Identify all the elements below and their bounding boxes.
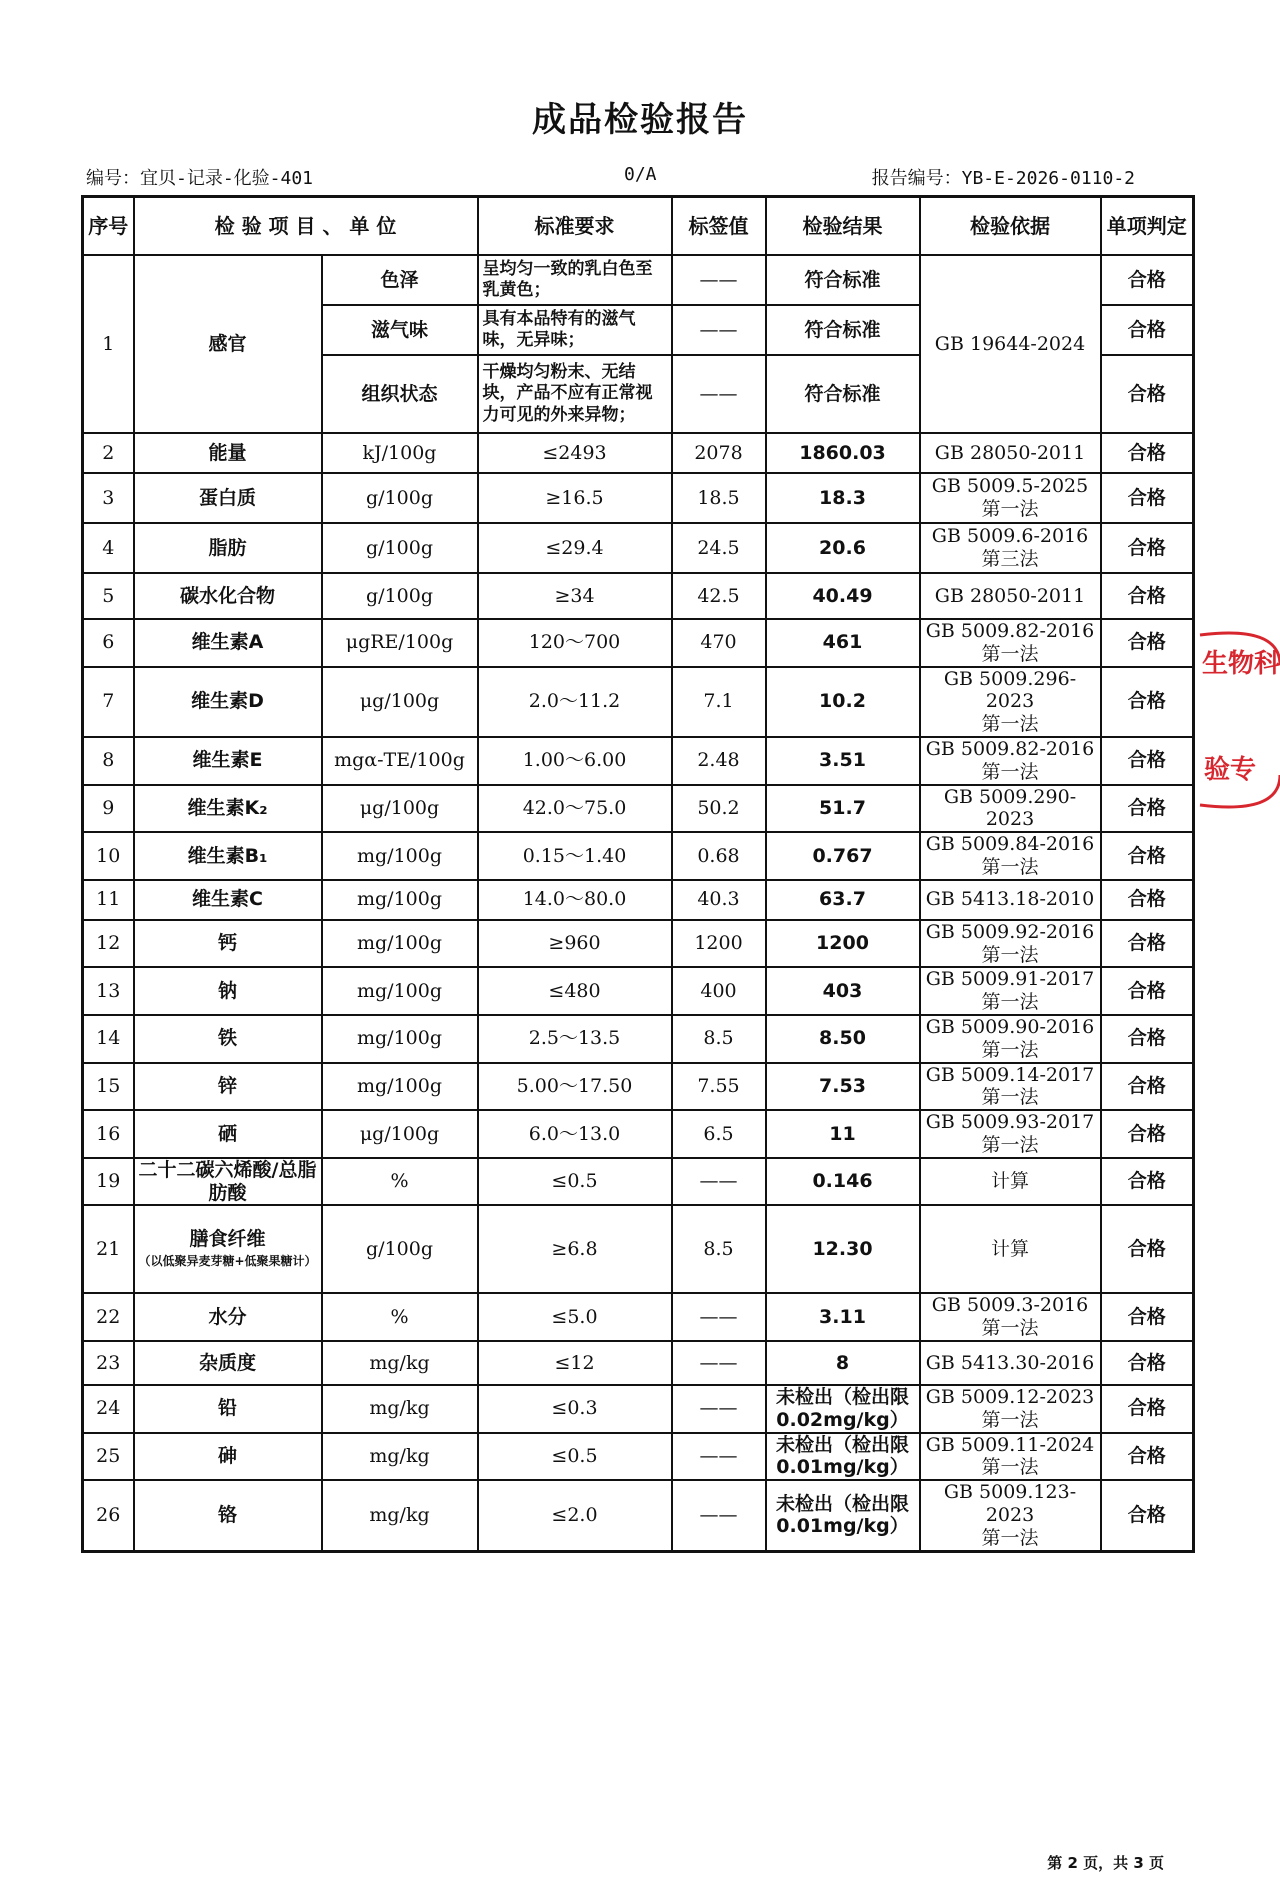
requirement-cell: ≥6.8	[478, 1205, 672, 1293]
table-row	[83, 1480, 1194, 1551]
seq-cell: 3	[83, 473, 134, 523]
item-cell: 能量	[134, 433, 322, 473]
label-cell: ——	[672, 1385, 766, 1433]
seq-cell: 14	[83, 1015, 134, 1063]
requirement-cell: 具有本品特有的滋气味，无异味；	[478, 305, 672, 355]
table-row	[83, 473, 1194, 523]
result-cell: 0.767	[766, 832, 920, 880]
sub-item-cell: 色泽	[322, 255, 478, 305]
requirement-cell: ≤5.0	[478, 1293, 672, 1341]
basis-cell: GB 5009.3-2016 第一法	[920, 1293, 1101, 1341]
unit-cell: μg/100g	[322, 1110, 478, 1158]
unit-cell: g/100g	[322, 1205, 478, 1293]
result-cell: 403	[766, 967, 920, 1015]
report-number: 报告编号：YB-E-2026-0110-2	[871, 168, 1135, 189]
verdict-cell: 合格	[1101, 1015, 1194, 1063]
label-cell: 40.3	[672, 880, 766, 920]
label-cell: ——	[672, 255, 766, 305]
stamp-text-top: 生物科	[1202, 649, 1280, 679]
label-cell: 2078	[672, 433, 766, 473]
result-cell: 1200	[766, 920, 920, 968]
seq-cell: 24	[83, 1385, 134, 1433]
item-cell: 维生素E	[134, 737, 322, 785]
basis-cell: GB 5009.92-2016 第一法	[920, 920, 1101, 968]
requirement-cell: ≤2493	[478, 433, 672, 473]
table-row	[83, 737, 1194, 785]
requirement-cell: 14.0～80.0	[478, 880, 672, 920]
verdict-cell: 合格	[1101, 473, 1194, 523]
basis-cell: GB 5009.82-2016 第一法	[920, 619, 1101, 667]
label-cell: ——	[672, 355, 766, 433]
table-row	[83, 1341, 1194, 1385]
result-cell: 40.49	[766, 573, 920, 619]
unit-cell: %	[322, 1293, 478, 1341]
table-row	[83, 967, 1194, 1015]
result-cell: 1860.03	[766, 433, 920, 473]
result-cell: 8.50	[766, 1015, 920, 1063]
item-cell: 铅	[134, 1385, 322, 1433]
item-cell	[134, 1205, 322, 1293]
basis-cell: GB 28050-2011	[920, 573, 1101, 619]
basis-cell: GB 5009.91-2017 第一法	[920, 967, 1101, 1015]
requirement-cell: ≤2.0	[478, 1480, 672, 1551]
header-basis: 检验依据	[920, 197, 1101, 256]
item-label: 膳食纤维	[189, 1227, 266, 1250]
unit-cell: g/100g	[322, 473, 478, 523]
seq-cell: 5	[83, 573, 134, 619]
verdict-cell: 合格	[1101, 355, 1194, 433]
verdict-cell: 合格	[1101, 1341, 1194, 1385]
basis-cell: GB 5413.18-2010	[920, 880, 1101, 920]
result-cell: 18.3	[766, 473, 920, 523]
item-cell: 碳水化合物	[134, 573, 322, 619]
seq-cell: 9	[83, 785, 134, 833]
result-cell: 符合标准	[766, 355, 920, 433]
unit-cell: mg/100g	[322, 1015, 478, 1063]
basis-cell: GB 5009.290-2023	[920, 785, 1101, 833]
requirement-cell: 0.15～1.40	[478, 832, 672, 880]
label-cell: 7.1	[672, 667, 766, 737]
unit-cell: mg/100g	[322, 832, 478, 880]
table-row	[83, 255, 1194, 305]
verdict-cell: 合格	[1101, 1433, 1194, 1481]
table-row	[83, 667, 1194, 737]
verdict-cell: 合格	[1101, 305, 1194, 355]
basis-cell: GB 28050-2011	[920, 433, 1101, 473]
verdict-cell: 合格	[1101, 619, 1194, 667]
seq-cell: 21	[83, 1205, 134, 1293]
page-title: 成品检验报告	[532, 100, 748, 140]
result-cell: 未检出（检出限 0.02mg/kg）	[766, 1385, 920, 1433]
seq-cell: 26	[83, 1480, 134, 1551]
unit-cell: mg/100g	[322, 920, 478, 968]
requirement-cell: ≤0.5	[478, 1433, 672, 1481]
verdict-cell: 合格	[1101, 920, 1194, 968]
result-cell: 51.7	[766, 785, 920, 833]
sub-item-cell: 组织状态	[322, 355, 478, 433]
requirement-cell: ≤0.3	[478, 1385, 672, 1433]
label-cell: ——	[672, 1480, 766, 1551]
table-row	[83, 1205, 1194, 1293]
unit-cell: mg/kg	[322, 1385, 478, 1433]
basis-cell: 计算	[920, 1205, 1101, 1293]
verdict-cell: 合格	[1101, 785, 1194, 833]
requirement-cell: ≤480	[478, 967, 672, 1015]
stamp-text-bottom: 验专	[1204, 755, 1257, 785]
table-row	[83, 433, 1194, 473]
seq-cell: 1	[83, 255, 134, 433]
header-verdict: 单项判定	[1101, 197, 1194, 256]
seq-cell: 22	[83, 1293, 134, 1341]
label-cell: ——	[672, 1158, 766, 1206]
verdict-cell: 合格	[1101, 967, 1194, 1015]
requirement-cell: ≤29.4	[478, 523, 672, 573]
item-cell: 水分	[134, 1293, 322, 1341]
item-cell: 铬	[134, 1480, 322, 1551]
requirement-cell: 42.0～75.0	[478, 785, 672, 833]
seq-cell: 19	[83, 1158, 134, 1206]
label-cell: ——	[672, 305, 766, 355]
label-cell: 24.5	[672, 523, 766, 573]
table-row	[83, 1015, 1194, 1063]
table-row	[83, 785, 1194, 833]
table-row	[83, 1385, 1194, 1433]
unit-cell: μgRE/100g	[322, 619, 478, 667]
table-row	[83, 523, 1194, 573]
seq-cell: 23	[83, 1341, 134, 1385]
result-cell: 符合标准	[766, 255, 920, 305]
seq-cell: 4	[83, 523, 134, 573]
result-cell: 20.6	[766, 523, 920, 573]
item-cell: 蛋白质	[134, 473, 322, 523]
requirement-cell: 2.5～13.5	[478, 1015, 672, 1063]
item-cell: 杂质度	[134, 1341, 322, 1385]
verdict-cell: 合格	[1101, 1205, 1194, 1293]
label-cell: 1200	[672, 920, 766, 968]
unit-cell: mg/kg	[322, 1341, 478, 1385]
label-cell: 7.55	[672, 1063, 766, 1111]
inspection-table	[81, 195, 1195, 1553]
verdict-cell: 合格	[1101, 433, 1194, 473]
label-cell: 6.5	[672, 1110, 766, 1158]
table-row	[83, 1110, 1194, 1158]
basis-cell: GB 19644-2024	[920, 255, 1101, 433]
basis-cell: GB 5009.93-2017 第一法	[920, 1110, 1101, 1158]
verdict-cell: 合格	[1101, 1385, 1194, 1433]
seq-cell: 6	[83, 619, 134, 667]
verdict-cell: 合格	[1101, 667, 1194, 737]
seq-cell: 10	[83, 832, 134, 880]
unit-cell: kJ/100g	[322, 433, 478, 473]
requirement-cell: ≥16.5	[478, 473, 672, 523]
result-cell: 461	[766, 619, 920, 667]
header-result: 检验结果	[766, 197, 920, 256]
label-cell: ——	[672, 1341, 766, 1385]
basis-cell: GB 5009.82-2016 第一法	[920, 737, 1101, 785]
label-cell: ——	[672, 1433, 766, 1481]
result-cell: 10.2	[766, 667, 920, 737]
label-cell: 2.48	[672, 737, 766, 785]
seq-cell: 16	[83, 1110, 134, 1158]
verdict-cell: 合格	[1101, 737, 1194, 785]
item-cell: 维生素C	[134, 880, 322, 920]
requirement-cell: ≤0.5	[478, 1158, 672, 1206]
item-cell: 二十二碳六烯酸/总脂肪酸	[134, 1158, 322, 1206]
item-note: （以低聚异麦芽糖+低聚果糖计）	[138, 1253, 317, 1268]
basis-cell: GB 5009.84-2016 第一法	[920, 832, 1101, 880]
item-cell: 维生素B₁	[134, 832, 322, 880]
table-row	[83, 573, 1194, 619]
item-cell: 维生素K₂	[134, 785, 322, 833]
result-cell: 3.11	[766, 1293, 920, 1341]
seq-cell: 2	[83, 433, 134, 473]
result-cell: 3.51	[766, 737, 920, 785]
seq-cell: 12	[83, 920, 134, 968]
table-header-row	[83, 197, 1194, 256]
basis-cell: GB 5009.296-2023 第一法	[920, 667, 1101, 737]
result-cell: 63.7	[766, 880, 920, 920]
result-cell: 12.30	[766, 1205, 920, 1293]
verdict-cell: 合格	[1101, 1480, 1194, 1551]
page-number: 第 2 页，共 3 页	[1047, 1854, 1164, 1872]
verdict-cell: 合格	[1101, 1293, 1194, 1341]
table-row	[83, 1063, 1194, 1111]
table-row	[83, 832, 1194, 880]
item-cell: 锌	[134, 1063, 322, 1111]
label-cell: 50.2	[672, 785, 766, 833]
requirement-cell: ≥34	[478, 573, 672, 619]
unit-cell: mg/kg	[322, 1480, 478, 1551]
requirement-cell: ≤12	[478, 1341, 672, 1385]
result-cell: 8	[766, 1341, 920, 1385]
label-cell: 8.5	[672, 1205, 766, 1293]
table-row	[83, 1433, 1194, 1481]
sub-item-cell: 滋气味	[322, 305, 478, 355]
requirement-cell: 120～700	[478, 619, 672, 667]
result-cell: 未检出（检出限 0.01mg/kg）	[766, 1480, 920, 1551]
verdict-cell: 合格	[1101, 880, 1194, 920]
label-cell: 470	[672, 619, 766, 667]
header-requirement: 标准要求	[478, 197, 672, 256]
basis-cell: GB 5009.5-2025 第一法	[920, 473, 1101, 523]
unit-cell: mg/100g	[322, 967, 478, 1015]
header-item: 检 验 项 目 、 单 位	[134, 197, 478, 256]
label-cell: ——	[672, 1293, 766, 1341]
requirement-cell: 6.0～13.0	[478, 1110, 672, 1158]
seq-cell: 13	[83, 967, 134, 1015]
verdict-cell: 合格	[1101, 1063, 1194, 1111]
result-cell: 11	[766, 1110, 920, 1158]
basis-cell: 计算	[920, 1158, 1101, 1206]
basis-cell: GB 5413.30-2016	[920, 1341, 1101, 1385]
requirement-cell: ≥960	[478, 920, 672, 968]
item-cell: 维生素A	[134, 619, 322, 667]
verdict-cell: 合格	[1101, 523, 1194, 573]
result-cell: 7.53	[766, 1063, 920, 1111]
basis-cell: GB 5009.12-2023 第一法	[920, 1385, 1101, 1433]
item-cell: 铁	[134, 1015, 322, 1063]
item-cell: 钙	[134, 920, 322, 968]
label-cell: 18.5	[672, 473, 766, 523]
result-cell: 未检出（检出限 0.01mg/kg）	[766, 1433, 920, 1481]
table-row	[83, 1158, 1194, 1206]
basis-cell: GB 5009.6-2016 第三法	[920, 523, 1101, 573]
header-label-value: 标签值	[672, 197, 766, 256]
item-cell: 脂肪	[134, 523, 322, 573]
verdict-cell: 合格	[1101, 832, 1194, 880]
label-cell: 400	[672, 967, 766, 1015]
basis-cell: GB 5009.90-2016 第一法	[920, 1015, 1101, 1063]
unit-cell: g/100g	[322, 523, 478, 573]
item-cell: 钠	[134, 967, 322, 1015]
requirement-cell: 呈均匀一致的乳白色至乳黄色；	[478, 255, 672, 305]
seq-cell: 8	[83, 737, 134, 785]
result-cell: 符合标准	[766, 305, 920, 355]
item-cell: 砷	[134, 1433, 322, 1481]
verdict-cell: 合格	[1101, 1110, 1194, 1158]
unit-cell: mgα-TE/100g	[322, 737, 478, 785]
unit-cell: mg/100g	[322, 1063, 478, 1111]
item-cell: 硒	[134, 1110, 322, 1158]
header-seq: 序号	[83, 197, 134, 256]
document-number: 编号：宜贝-记录-化验-401	[86, 168, 314, 189]
requirement-cell: 干燥均匀粉末、无结块，产品不应有正常视力可见的外来异物；	[478, 355, 672, 433]
table-row	[83, 1293, 1194, 1341]
basis-cell: GB 5009.11-2024 第一法	[920, 1433, 1101, 1481]
requirement-cell: 1.00～6.00	[478, 737, 672, 785]
unit-cell: g/100g	[322, 573, 478, 619]
table-row	[83, 619, 1194, 667]
seq-cell: 25	[83, 1433, 134, 1481]
verdict-cell: 合格	[1101, 1158, 1194, 1206]
document-version: 0/A	[624, 164, 657, 185]
item-cell: 感官	[134, 255, 322, 433]
item-cell: 维生素D	[134, 667, 322, 737]
verdict-cell: 合格	[1101, 573, 1194, 619]
result-cell: 0.146	[766, 1158, 920, 1206]
unit-cell: mg/100g	[322, 880, 478, 920]
unit-cell: %	[322, 1158, 478, 1206]
seq-cell: 7	[83, 667, 134, 737]
seq-cell: 11	[83, 880, 134, 920]
seq-cell: 15	[83, 1063, 134, 1111]
requirement-cell: 5.00～17.50	[478, 1063, 672, 1111]
requirement-cell: 2.0～11.2	[478, 667, 672, 737]
label-cell: 42.5	[672, 573, 766, 619]
unit-cell: μg/100g	[322, 785, 478, 833]
red-seal-stamp	[1190, 620, 1280, 820]
unit-cell: μg/100g	[322, 667, 478, 737]
table-row	[83, 880, 1194, 920]
table-row	[83, 920, 1194, 968]
verdict-cell: 合格	[1101, 255, 1194, 305]
label-cell: 8.5	[672, 1015, 766, 1063]
unit-cell: mg/kg	[322, 1433, 478, 1481]
basis-cell: GB 5009.123-2023 第一法	[920, 1480, 1101, 1551]
basis-cell: GB 5009.14-2017 第一法	[920, 1063, 1101, 1111]
label-cell: 0.68	[672, 832, 766, 880]
